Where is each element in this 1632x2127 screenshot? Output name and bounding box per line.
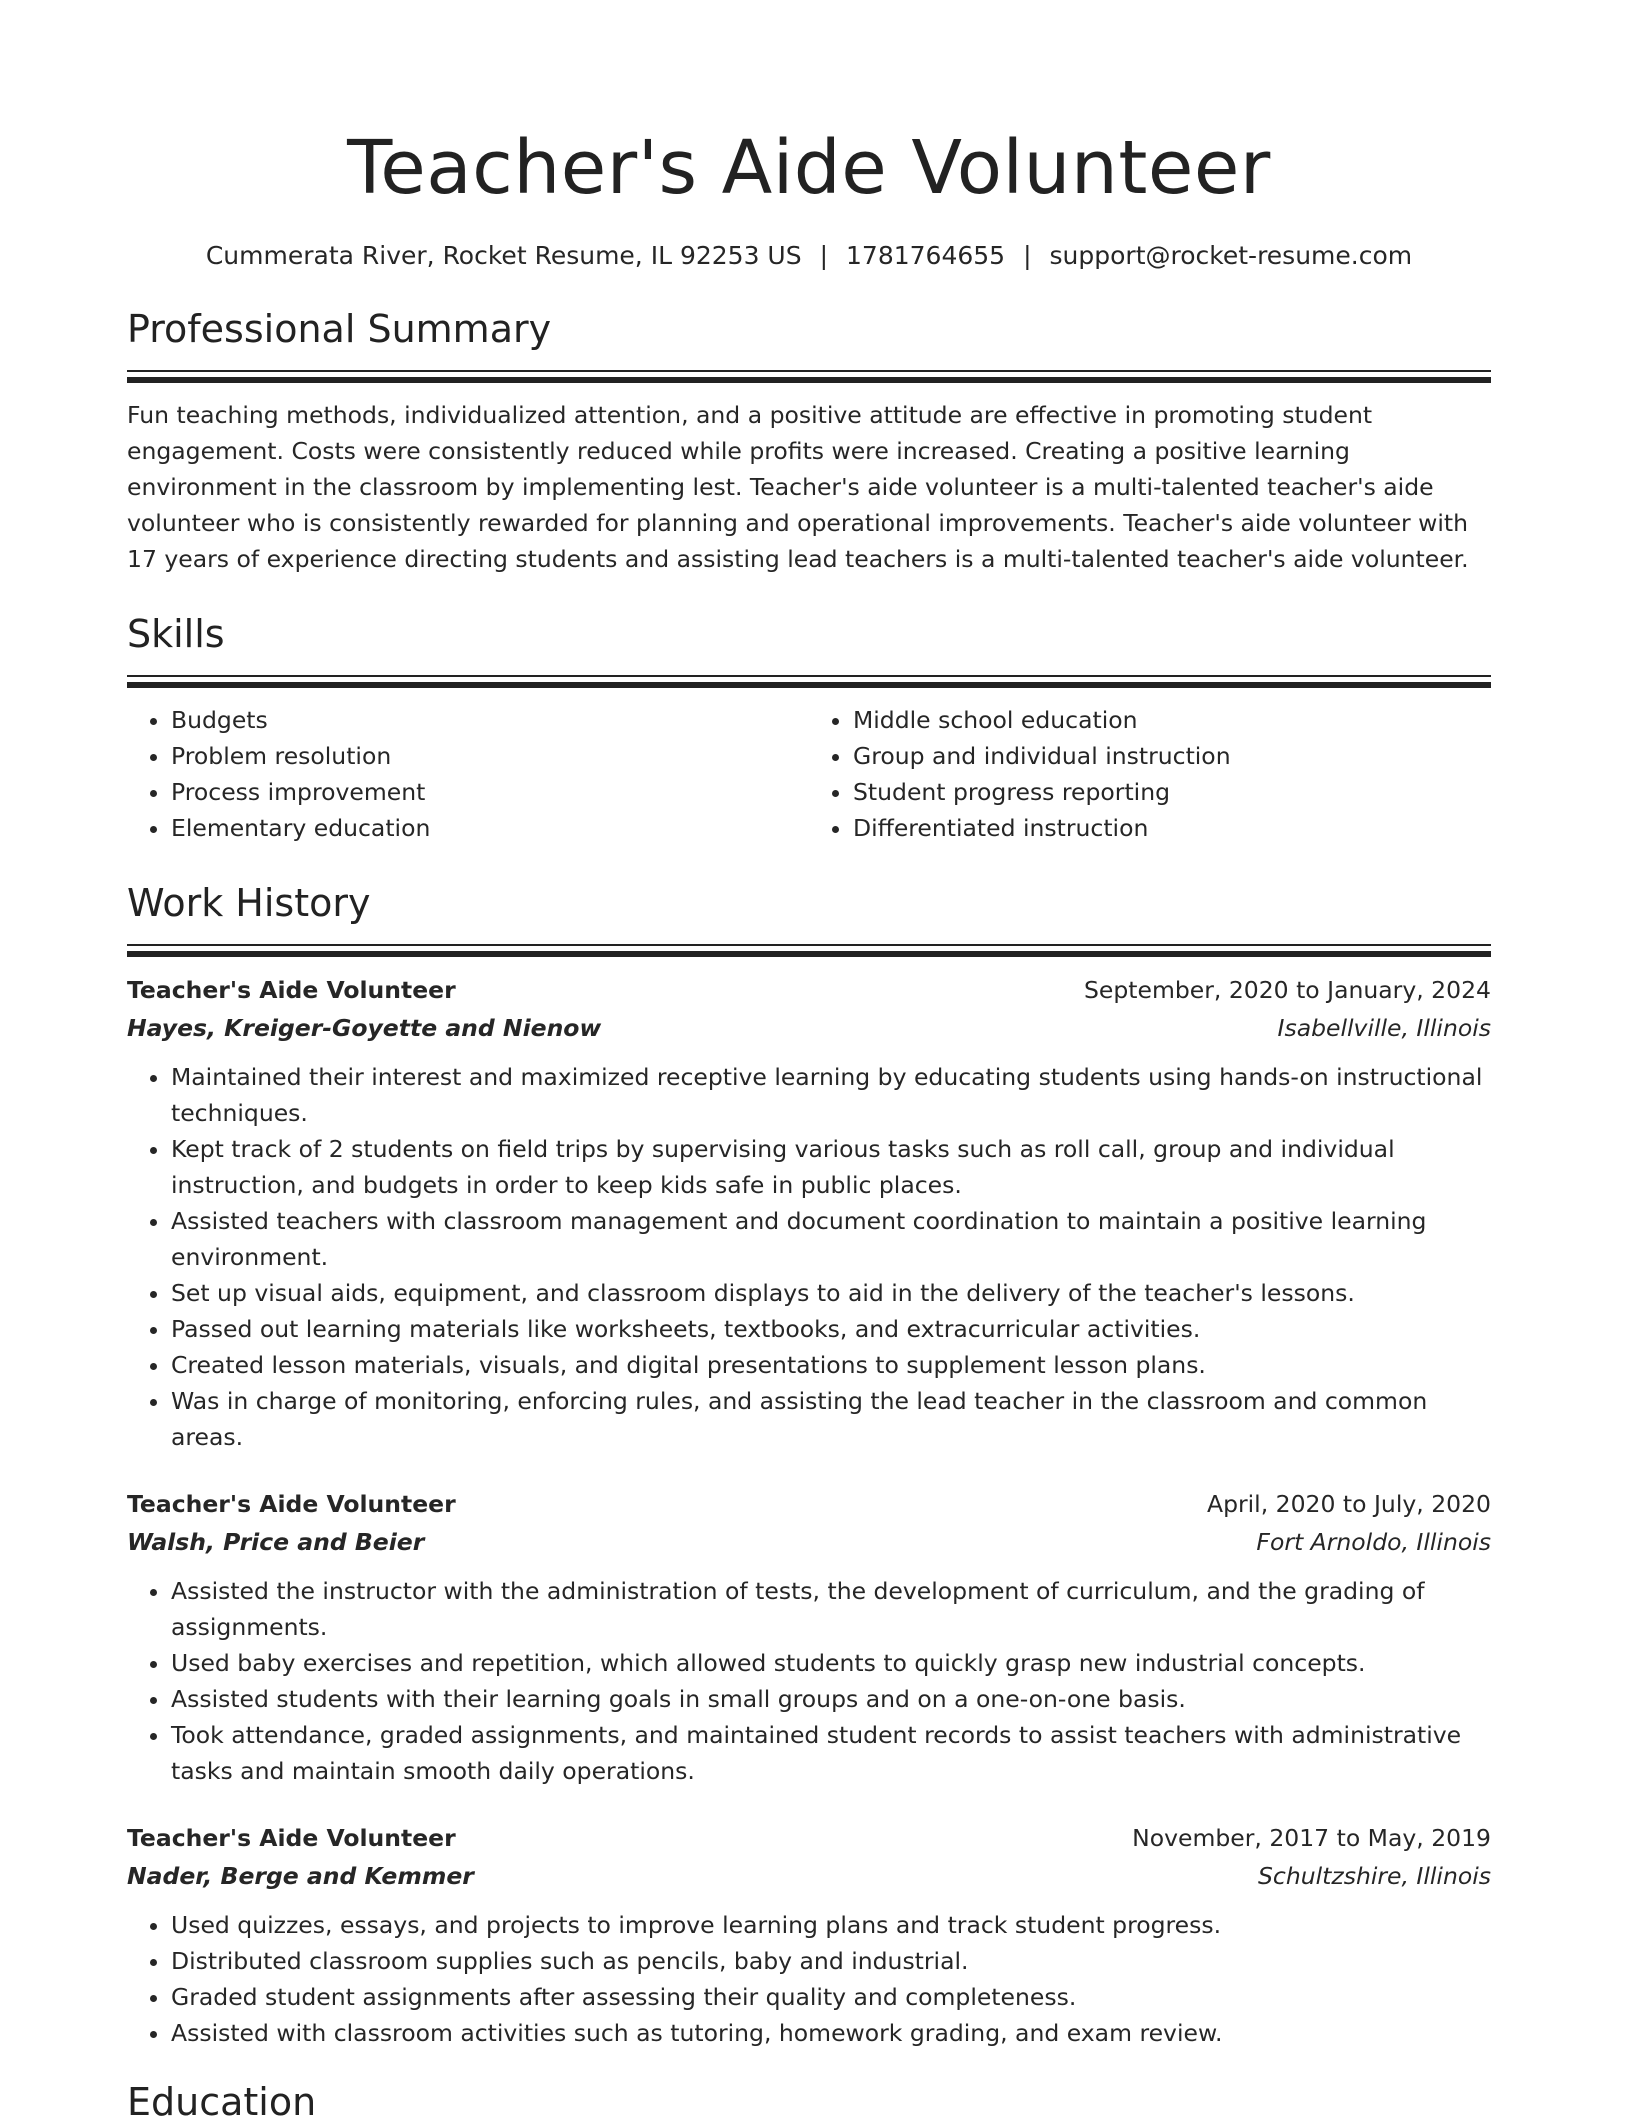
job-entry xyxy=(127,1819,1491,2051)
job-location: Isabellville, Illinois xyxy=(1277,1014,1491,1042)
job-bullet: • Created lesson materials, visuals, and digital presentations to supplement lesson plans. xyxy=(171,1347,1491,1383)
job-bullets xyxy=(127,1059,1491,1455)
resume-name: Teacher's Aide Volunteer xyxy=(347,125,1271,211)
job-bullet: • Passed out learning materials like worksheets, textbooks, and extracurricular activities. xyxy=(171,1311,1491,1347)
job-bullet: • Graded student assignments after assessing their quality and completeness. xyxy=(171,1979,1491,2015)
job-bullet: • Distributed classroom supplies such as pencils, baby and industrial. xyxy=(171,1943,1491,1979)
job-bullet: • Assisted teachers with classroom management and document coordination to maintain a positive learning environment. xyxy=(171,1203,1491,1275)
contact-address: Cummerata River, Rocket Resume, IL 92253 US xyxy=(205,241,802,270)
job-bullets xyxy=(127,1907,1491,2051)
job-header-row xyxy=(127,1485,1491,1523)
job-bullet: • Took attendance, graded assignments, and maintained student records to assist teachers with administrative tasks and maintain smooth daily operations. xyxy=(171,1717,1491,1789)
job-company-row xyxy=(127,1857,1491,1895)
skill-item: • Middle school education xyxy=(853,702,1491,738)
job-entry xyxy=(127,971,1491,1455)
work-history-heading: Work History xyxy=(127,881,371,925)
job-bullet: • Kept track of 2 students on field trips by supervising various tasks such as roll call, group and individual instruction, and budgets in order to keep kids safe in public places. xyxy=(171,1131,1491,1203)
job-title: Teacher's Aide Volunteer xyxy=(127,1824,456,1852)
skill-item: • Budgets xyxy=(171,702,809,738)
job-dates: April, 2020 to July, 2020 xyxy=(1207,1490,1491,1518)
job-company: Hayes, Kreiger-Goyette and Nienow xyxy=(127,1014,602,1042)
skill-item: • Elementary education xyxy=(171,810,809,846)
job-bullet: • Assisted students with their learning goals in small groups and on a one-on-one basis. xyxy=(171,1681,1491,1717)
skill-item: • Process improvement xyxy=(171,774,809,810)
skills-list xyxy=(127,702,1491,846)
section-divider xyxy=(127,675,1491,677)
job-bullet: • Assisted with classroom activities such as tutoring, homework grading, and exam review. xyxy=(171,2015,1491,2051)
job-company: Walsh, Price and Beier xyxy=(127,1528,425,1556)
summary-text: Fun teaching methods, individualized attention, and a positive attitude are effective in promoting student engagement. Costs were consistently reduced while profits were increased. Creating a positive learning environment in the classroom by implementing lest. Teacher's aide volunteer is a multi-talented teacher's aide volunteer who is consistently rewarded for planning and operational improvements. Teacher's aide volunteer with 17 years of experience directing students and assisting lead teachers is a multi-talented teacher's aide volunteer. xyxy=(127,401,1469,573)
job-company-row xyxy=(127,1009,1491,1047)
skill-item: • Group and individual instruction xyxy=(853,738,1491,774)
resume-page xyxy=(127,0,1491,2127)
skills-column-left xyxy=(127,702,809,846)
skill-item: • Student progress reporting xyxy=(853,774,1491,810)
skills-section xyxy=(127,609,1491,846)
summary-heading: Professional Summary xyxy=(127,307,552,351)
job-bullet: • Used baby exercises and repetition, which allowed students to quickly grasp new industrial concepts. xyxy=(171,1645,1491,1681)
contact-separator: | xyxy=(819,241,829,270)
section-divider xyxy=(127,951,1491,957)
job-bullet: • Used quizzes, essays, and projects to improve learning plans and track student progress. xyxy=(171,1907,1491,1943)
contact-line xyxy=(127,240,1491,272)
contact-separator: | xyxy=(1023,241,1032,270)
job-company-row xyxy=(127,1523,1491,1561)
job-dates: November, 2017 to May, 2019 xyxy=(1132,1824,1491,1852)
job-header-row xyxy=(127,971,1491,1009)
job-bullet: • Was in charge of monitoring, enforcing rules, and assisting the lead teacher in the classroom and common areas. xyxy=(171,1383,1491,1455)
job-company: Nader, Berge and Kemmer xyxy=(127,1862,474,1890)
job-header-row xyxy=(127,1819,1491,1857)
skills-heading: Skills xyxy=(127,612,225,656)
job-location: Schultzshire, Illinois xyxy=(1258,1862,1491,1890)
job-entry xyxy=(127,1485,1491,1789)
job-bullet: • Set up visual aids, equipment, and classroom displays to aid in the delivery of the teacher's lessons. xyxy=(171,1275,1491,1311)
job-dates: September, 2020 to January, 2024 xyxy=(1083,976,1491,1004)
job-title: Teacher's Aide Volunteer xyxy=(127,1490,456,1518)
contact-email[interactable]: support@rocket-resume.com xyxy=(1049,241,1413,270)
job-location: Fort Arnoldo, Illinois xyxy=(1256,1528,1491,1556)
summary-section xyxy=(127,304,1491,577)
job-bullet: • Assisted the instructor with the administration of tests, the development of curriculum, and the grading of assignments. xyxy=(171,1573,1491,1645)
work-history-section xyxy=(127,878,1491,2051)
skills-column-right xyxy=(809,702,1491,846)
education-heading: Education xyxy=(127,2080,317,2124)
job-bullet: • Maintained their interest and maximized receptive learning by educating students using hands-on instructional techniques. xyxy=(171,1059,1491,1131)
skill-item: • Problem resolution xyxy=(171,738,809,774)
skill-item: • Differentiated instruction xyxy=(853,810,1491,846)
job-bullets xyxy=(127,1573,1491,1789)
section-divider xyxy=(127,377,1491,383)
contact-phone: 1781764655 xyxy=(846,241,1006,270)
section-divider xyxy=(127,944,1491,946)
education-section xyxy=(127,2077,1491,2127)
section-divider xyxy=(127,682,1491,688)
job-title: Teacher's Aide Volunteer xyxy=(127,976,456,1004)
section-divider xyxy=(127,370,1491,372)
